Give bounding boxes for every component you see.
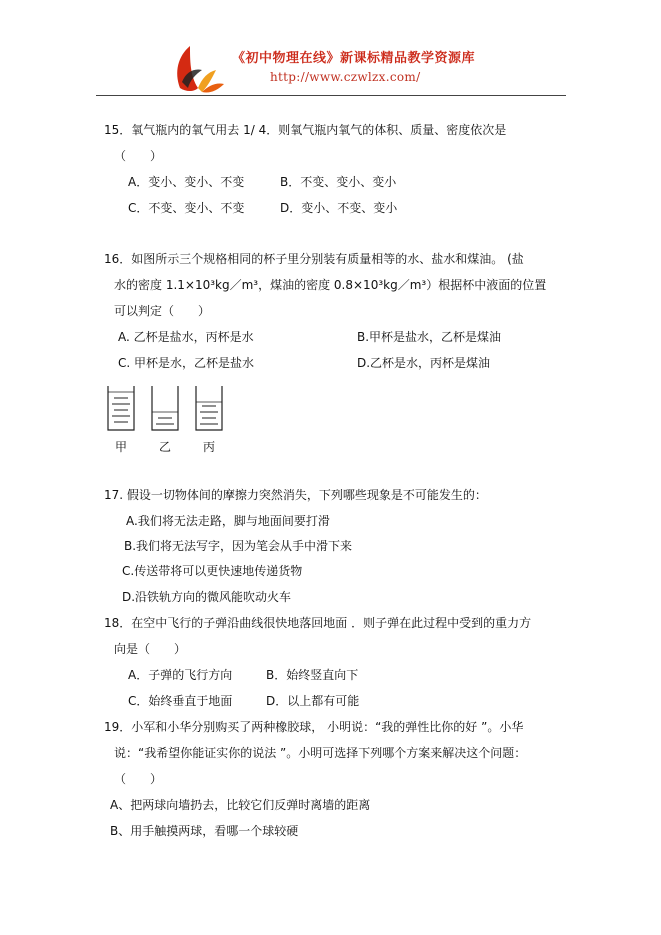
q19-line2: 说：“我希望你能证实你的说法 ”。小明可选择下列哪个方案来解决这个问题： (114, 746, 527, 760)
q18-option-a: A．子弹的飞行方向 (128, 668, 233, 682)
header-divider (96, 95, 566, 96)
q15-option-b: B．不变、变小、变小 (280, 175, 397, 189)
q16-option-a: A. 乙杯是盐水，丙杯是水 (118, 330, 254, 344)
cup-jia (108, 386, 134, 430)
q16-line1: 16．如图所示三个规格相同的杯子里分别装有质量相等的水、盐水和煤油。 (盐 (104, 252, 524, 266)
q17-option-c: C.传送带将可以更快速地传递货物 (122, 564, 303, 578)
q16-option-d: D.乙杯是水，丙杯是煤油 (357, 356, 491, 370)
three-cups-diagram (104, 384, 234, 434)
q16-line3: 可以判定（ ） (114, 304, 211, 318)
q18-option-b: B．始终竖直向下 (266, 668, 359, 682)
q18-option-c: C．始终垂直于地面 (128, 694, 233, 708)
q18-line2: 向是（ ） (114, 642, 187, 656)
q19-line1: 19．小军和小华分别购买了两种橡胶球， 小明说：“我的弹性比你的好 ”。小华 (104, 720, 524, 734)
cup-label-jia: 甲 (115, 440, 128, 454)
q19-blank: （ ） (114, 772, 163, 786)
q15-option-a: A．变小、变小、不变 (128, 175, 245, 189)
q18-option-d: D．以上都有可能 (266, 694, 360, 708)
q16-line2: 水的密度 1.1×10³kg／m³，煤油的密度 0.8×10³kg／m³）根据杯中液面的位置 (114, 278, 547, 292)
q16-option-c: C. 甲杯是水，乙杯是盐水 (118, 356, 255, 370)
q18-line1: 18．在空中飞行的子弹沿曲线很快地落回地面 ．则子弹在此过程中受到的重力方 (104, 616, 532, 630)
site-logo-icon (168, 42, 228, 94)
page-header (0, 0, 661, 100)
q15-stem: 15．氧气瓶内的氧气用去 1/ 4．则氧气瓶内氧气的体积、质量、密度依次是 (104, 123, 507, 137)
cup-label-yi: 乙 (159, 440, 172, 454)
cup-bing (196, 386, 222, 430)
cup-yi (152, 386, 178, 430)
q16-option-b: B.甲杯是盐水，乙杯是煤油 (357, 330, 502, 344)
cup-label-bing: 丙 (203, 440, 216, 454)
q15-blank: （ ） (114, 149, 163, 163)
banner-url: http://www.czwlzx.com/ (270, 70, 421, 84)
q17-option-b: B.我们将无法写字，因为笔会从手中滑下来 (124, 539, 353, 553)
q19-option-b: B、用手触摸两球，看哪一个球较硬 (110, 824, 299, 838)
q17-option-d: D.沿铁轨方向的微风能吹动火车 (122, 590, 292, 604)
banner-title: 《初中物理在线》新课标精品教学资源库 (232, 51, 476, 66)
q15-option-d: D．变小、不变、变小 (280, 201, 398, 215)
q17-stem: 17. 假设一切物体间的摩擦力突然消失，下列哪些现象是不可能发生的： (104, 488, 487, 502)
q17-option-a: A.我们将无法走路，脚与地面间要打滑 (126, 514, 330, 528)
q15-option-c: C．不变、变小、不变 (128, 201, 245, 215)
q19-option-a: A、把两球向墙扔去，比较它们反弹时离墙的距离 (110, 798, 371, 812)
